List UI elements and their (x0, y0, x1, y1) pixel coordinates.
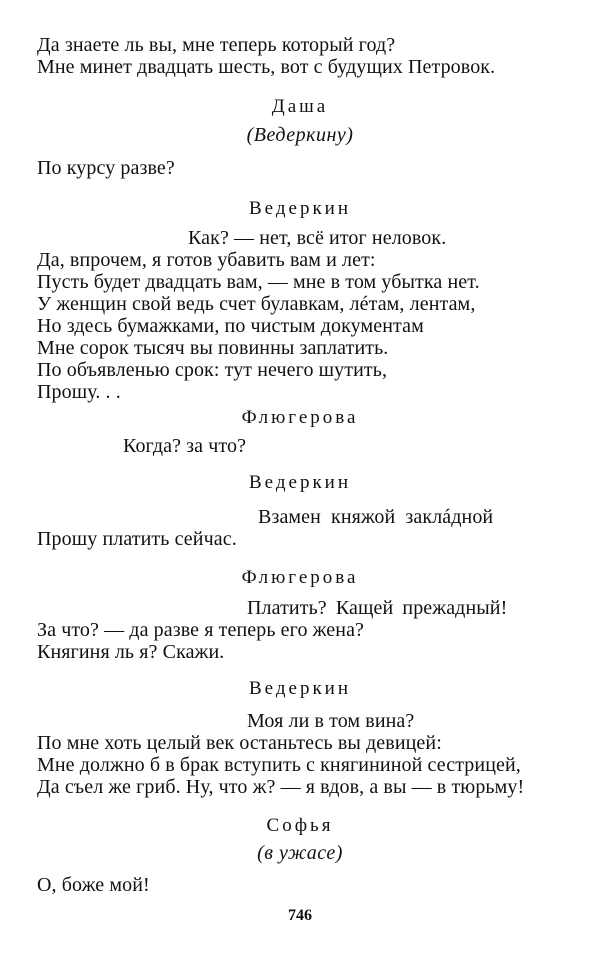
verse-line: По мне хоть целый век останьтесь вы девицей: (37, 732, 442, 754)
verse-line: Но здесь бумажками, по чистым документам (37, 315, 424, 337)
verse-line: За что? — да разве я теперь его жена? (37, 619, 365, 641)
verse-line: Прошу платить сейчас. (37, 528, 237, 550)
verse-line: Моя ли в том вина? (247, 710, 415, 732)
verse-line: По объявленью срок: тут нечего шутить, (37, 359, 388, 381)
stage-direction: (Ведеркину) (246, 124, 354, 146)
speaker-name-vederkin: Ведеркин (248, 678, 352, 699)
speaker-name-sofya: Софья (266, 815, 334, 836)
verse-line: Да знаете ль вы, мне теперь который год? (37, 34, 396, 56)
speaker-name-vederkin: Ведеркин (248, 198, 352, 219)
verse-line: Прошу. . . (37, 381, 121, 403)
verse-line: Когда? за что? (123, 435, 247, 457)
verse-line: Княгиня ль я? Скажи. (37, 641, 225, 663)
verse-line: У женщин свой ведь счет булавкам, лéтам, лентам, (37, 293, 476, 315)
speaker-name-dasha: Даша (271, 96, 329, 117)
verse-line: Да, впрочем, я готов убавить вам и лет: (37, 249, 376, 271)
verse-line: Да съел же гриб. Ну, что ж? — я вдов, а вы — в тюрьму! (37, 776, 525, 798)
verse-line: Мне сорок тысяч вы повинны заплатить. (37, 337, 389, 359)
speaker-name-vederkin: Ведеркин (248, 472, 352, 493)
stage-direction: (в ужасе) (257, 842, 343, 864)
verse-line: Мне минет двадцать шесть, вот с будущих Петровок. (37, 56, 496, 78)
verse-line: Пусть будет двадцать вам, — мне в том убытка нет. (37, 271, 480, 293)
speaker-name-flyugerova: Флюгерова (241, 407, 359, 428)
verse-line: По курсу разве? (37, 157, 175, 179)
verse-line: Мне должно б в брак вступить с княгининой сестрицей, (37, 754, 521, 776)
verse-line: Платить? Кащей прежадный! (247, 597, 508, 619)
verse-line: Как? — нет, всё итог неловок. (188, 227, 447, 249)
verse-line: О, боже мой! (37, 874, 150, 896)
verse-line: Взамен княжой заклáдной (258, 506, 494, 528)
page-number: 746 (288, 907, 312, 924)
speaker-name-flyugerova: Флюгерова (241, 567, 359, 588)
